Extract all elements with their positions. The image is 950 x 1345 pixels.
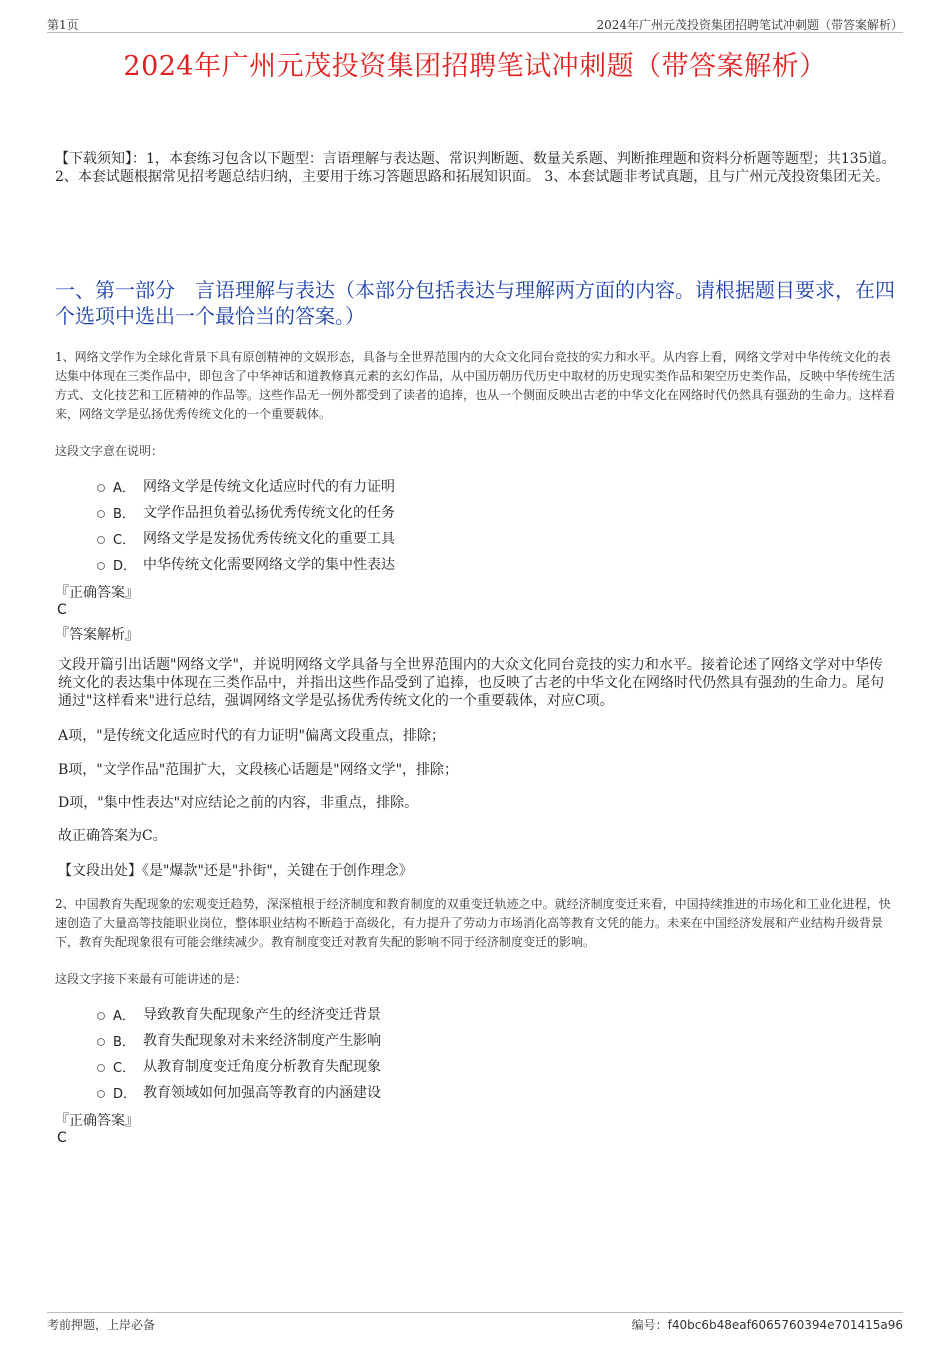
question-1-text: 1、网络文学作为全球化背景下具有原创精神的文娱形态，具备与全世界范围内的大众文化同台竞技的实力和水平。从内容上看，网络文学对中华传统文化的表达集中体现在三类作品中，即包含了中华神话和道教修真元素的玄幻作品，从中国历朝历代历史中取材的历史现实类作品和架空历史类作品，反映中华传统生活方式、文化技艺和工匠精神的作品等。这些作品无一例外都受到了读者的追捧，也从一个侧面反映出古老的中华文化在网络时代仍然具有强劲的生命力。这样看来，网络文学是弘扬优秀传统文化的一个重要载体。 <box>55 350 896 421</box>
question-1-option-a[interactable]: A． 网络文学是传统文化适应时代的有力证明 <box>97 476 395 496</box>
question-1-analysis-conclusion: 故正确答案为C。 <box>58 828 167 844</box>
document-title: 2024年广州元茂投资集团招聘笔试冲刺题（带答案解析） <box>123 51 827 82</box>
section-heading: 一、第一部分 言语理解与表达（本部分包括表达与理解两方面的内容。请根据题目要求，在四个选项中选出一个最恰当的答案。） <box>55 278 895 328</box>
question-1-option-c[interactable]: C． 网络文学是发扬优秀传统文化的重要工具 <box>97 528 395 548</box>
question-2-prompt: 这段文字接下来最有可能讲述的是： <box>55 972 248 986</box>
download-notice: 【下载须知】：1，本套练习包含以下题型：言语理解与表达题、常识判断题、数量关系题、判断推理题和资料分析题等题型；共135道。 2、本套试题根据常见招考题总结归纳，主要用于练习答题思路和拓展知识面。 3、本套试题非考试真题，且与广州元茂投资集团无关。 <box>55 151 896 185</box>
radio-icon[interactable] <box>97 562 105 570</box>
radio-icon[interactable] <box>97 510 105 518</box>
page-number: 第1页 <box>47 18 79 32</box>
question-1-prompt: 这段文字意在说明： <box>55 444 164 458</box>
footer-code: 编号：f40bc6b48eaf6065760394e701415a96 <box>631 1318 903 1332</box>
question-2-option-c[interactable]: C． 从教育制度变迁角度分析教育失配现象 <box>97 1056 381 1076</box>
radio-icon[interactable] <box>97 484 105 492</box>
question-1-source: 【文段出处】《是"爆款"还是"扑街"，关键在于创作理念》 <box>58 863 413 879</box>
radio-icon[interactable] <box>97 1038 105 1046</box>
question-2-option-b[interactable]: B． 教育失配现象对未来经济制度产生影响 <box>97 1030 381 1050</box>
radio-icon[interactable] <box>97 536 105 544</box>
question-1-option-b[interactable]: B． 文学作品担负着弘扬优秀传统文化的任务 <box>97 502 395 522</box>
radio-icon[interactable] <box>97 1012 105 1020</box>
question-1-answer-label: 『正确答案』 <box>55 585 139 601</box>
page-header <box>47 14 903 33</box>
question-1-analysis-b: B项，"文学作品"范围扩大，文段核心话题是"网络文学"，排除； <box>58 762 459 778</box>
question-1-analysis-summary: 文段开篇引出话题"网络文学"，并说明网络文学具备与全世界范围内的大众文化同台竞技的实力和水平。接着论述了网络文学对中华传统文化的表达集中体现在三类作品中，并指出这些作品受到了追捧，也反映了古老的中华文化在网络时代仍然具有强劲的生命力。尾句通过"这样看来"进行总结，强调网络文学是弘扬优秀传统文化的一个重要载体，对应C项。 <box>58 657 884 709</box>
page-footer <box>47 1312 903 1333</box>
question-2-text: 2、中国教育失配现象的宏观变迁趋势，深深植根于经济制度和教育制度的双重变迁轨迹之中。就经济制度变迁来看，中国持续推进的市场化和工业化进程，快速创造了大量高等技能职业岗位，整体职业结构不断趋于高级化，有力提升了劳动力市场消化高等教育文凭的能力。未来在中国经济发展和产业结构升级背景下，教育失配现象很有可能会继续减少。教育制度变迁对教育失配的影响不同于经济制度变迁的影响。 <box>55 897 891 949</box>
radio-icon[interactable] <box>97 1064 105 1072</box>
question-1-analysis-label: 『答案解析』 <box>55 627 139 643</box>
question-2-answer-label: 『正确答案』 <box>55 1113 139 1129</box>
question-2-answer: C <box>57 1130 67 1146</box>
question-2-option-d[interactable]: D． 教育领域如何加强高等教育的内涵建设 <box>97 1082 381 1102</box>
question-1-analysis-a: A项，"是传统文化适应时代的有力证明"偏离文段重点，排除； <box>58 728 445 744</box>
radio-icon[interactable] <box>97 1090 105 1098</box>
question-2-option-a[interactable]: A． 导致教育失配现象产生的经济变迁背景 <box>97 1004 381 1024</box>
question-1-analysis-d: D项，"集中性表达"对应结论之前的内容，非重点，排除。 <box>58 795 419 811</box>
question-1-answer: C <box>57 602 67 618</box>
footer-slogan: 考前押题，上岸必备 <box>47 1318 156 1332</box>
question-1-option-d[interactable]: D． 中华传统文化需要网络文学的集中性表达 <box>97 554 395 574</box>
header-doc-title: 2024年广州元茂投资集团招聘笔试冲刺题（带答案解析） <box>596 18 903 32</box>
